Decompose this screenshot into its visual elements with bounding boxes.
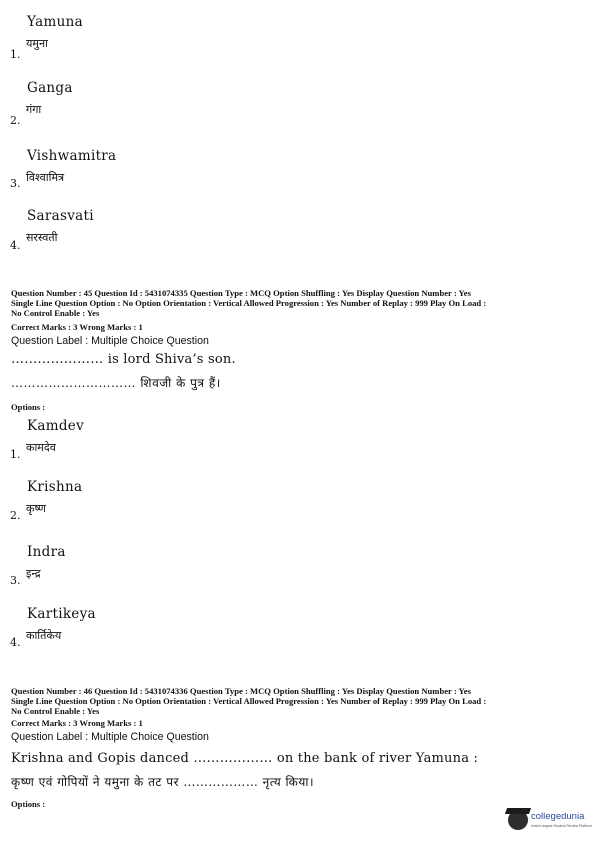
logo-tagline: India's largest Student Review Platform <box>531 824 592 828</box>
option-item <box>0 208 300 274</box>
option-number: 2. <box>10 114 21 127</box>
option-number: 3. <box>10 574 21 587</box>
meta-line: Single Line Question Option : No Option Orientation : Vertical Allowed Progression : Yes Number of Replay : 999 Play On Load : <box>11 298 487 308</box>
option-text-hi: सरस्वती <box>26 231 58 244</box>
option-text-hi: यमुना <box>26 37 48 50</box>
question-meta <box>11 288 586 318</box>
option-text-hi: गंगा <box>26 103 42 116</box>
question-label: Question Label : Multiple Choice Question <box>11 731 209 743</box>
option-text-hi: कामदेव <box>26 441 56 454</box>
option-item <box>0 606 300 672</box>
meta-line: Question Number : 46 Question Id : 5431074336 Question Type : MCQ Option Shuffling : Yes Display Question Number : Yes <box>11 686 471 696</box>
logo-name: collegedunia <box>531 811 585 822</box>
option-text-hi: विश्वामित्र <box>26 171 65 184</box>
meta-line: No Control Enable : Yes <box>11 706 100 716</box>
option-item <box>0 544 300 610</box>
question-meta <box>11 686 586 716</box>
graduation-cap-icon <box>505 808 531 814</box>
option-text-en: Kamdev <box>27 418 84 434</box>
option-text-en: Kartikeya <box>27 606 96 622</box>
option-item <box>0 14 300 80</box>
option-item <box>0 148 300 214</box>
options-heading: Options : <box>11 402 46 412</box>
option-text-en: Ganga <box>27 80 73 96</box>
option-number: 2. <box>10 509 21 522</box>
option-text-hi: कार्तिकेय <box>26 629 62 642</box>
option-number: 4. <box>10 636 21 649</box>
option-item <box>0 80 300 146</box>
option-number: 3. <box>10 177 21 190</box>
question-text-hi: कृष्ण एवं गोपियों ने यमुना के तट पर ……………… नृत्य किया। <box>11 775 314 789</box>
marks-info: Correct Marks : 3 Wrong Marks : 1 <box>11 718 143 728</box>
meta-line: Single Line Question Option : No Option Orientation : Vertical Allowed Progression : Yes Number of Replay : 999 Play On Load : <box>11 696 487 706</box>
option-text-en: Sarasvati <box>27 208 94 224</box>
option-text-hi: इन्द्र <box>26 567 41 580</box>
meta-line: Question Number : 45 Question Id : 5431074335 Question Type : MCQ Option Shuffling : Yes Display Question Number : Yes <box>11 288 471 298</box>
option-text-en: Krishna <box>27 479 83 495</box>
option-item <box>0 418 300 484</box>
option-number: 4. <box>10 239 21 252</box>
option-text-en: Yamuna <box>27 14 83 30</box>
option-text-en: Indra <box>27 544 66 560</box>
option-text-en: Vishwamitra <box>27 148 117 164</box>
option-item <box>0 479 300 545</box>
question-text-en: Krishna and Gopis danced ……………… on the bank of river Yamuna : <box>11 751 479 766</box>
question-label: Question Label : Multiple Choice Question <box>11 335 209 347</box>
question-text-hi: ………………………… शिवजी के पुत्र हैं। <box>11 376 221 390</box>
meta-line: No Control Enable : Yes <box>11 308 100 318</box>
options-heading: Options : <box>11 799 46 809</box>
option-number: 1. <box>10 48 21 61</box>
option-number: 1. <box>10 448 21 461</box>
marks-info: Correct Marks : 3 Wrong Marks : 1 <box>11 322 143 332</box>
question-text-en: ………………… is lord Shiva’s son. <box>11 352 236 367</box>
collegedunia-logo <box>508 808 592 838</box>
option-text-hi: कृष्ण <box>26 502 46 515</box>
